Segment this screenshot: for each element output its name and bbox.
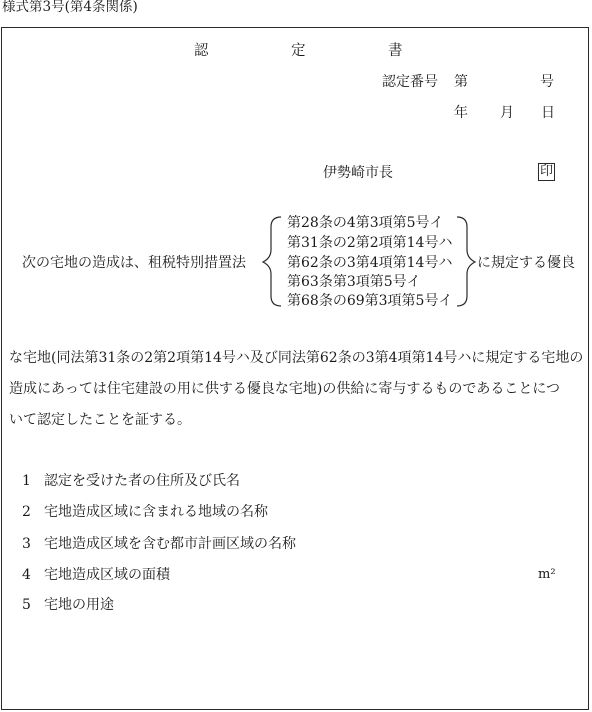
- date-year: 年: [454, 105, 468, 121]
- item-number-5: 5: [22, 597, 31, 613]
- body-line-2: 造成にあっては住宅建設の用に供する優良な宅地)の供給に寄与するものであることにつ: [9, 381, 561, 397]
- item-text-1: 認定を受けた者の住所及び氏名: [44, 473, 240, 489]
- item-text-5: 宅地の用途: [44, 597, 114, 613]
- item-number-3: 3: [22, 536, 31, 552]
- date-day: 日: [541, 105, 555, 121]
- body-line-1: な宅地(同法第31条の2第2項第14号ハ及び同法第62条の3第4項第14号ハに規定する宅地の: [9, 350, 584, 366]
- title-char-2: 定: [291, 43, 306, 59]
- clause-tail: に規定する優良: [477, 255, 575, 271]
- item-text-2: 宅地造成区域に含まれる地域の名称: [44, 504, 268, 520]
- article-ref-5: 第68条の69第3項第5号イ: [287, 293, 453, 309]
- article-ref-4: 第63条第3項第5号イ: [287, 274, 421, 290]
- area-unit: m²: [538, 567, 556, 582]
- item-number-2: 2: [22, 504, 31, 520]
- item-text-4: 宅地造成区域の面積: [44, 567, 170, 583]
- cert-number-prefix: 第: [454, 74, 468, 90]
- item-text-3: 宅地造成区域を含む都市計画区域の名称: [44, 536, 296, 552]
- title-char-1: 認: [194, 43, 209, 59]
- issuer-name: 伊勢崎市長: [323, 165, 393, 181]
- title-char-3: 書: [388, 43, 403, 59]
- body-line-3: いて認定したことを証する。: [9, 412, 191, 428]
- form-label: 様式第3号(第4条関係): [2, 0, 138, 15]
- item-number-4: 4: [22, 567, 31, 583]
- cert-number-label: 認定番号: [382, 74, 438, 90]
- date-month: 月: [500, 105, 514, 121]
- cert-number-suffix: 号: [540, 74, 554, 90]
- right-brace: [457, 217, 475, 306]
- seal-mark: 印: [539, 164, 553, 179]
- clause-lead: 次の宅地の造成は、租税特別措置法: [22, 255, 246, 271]
- article-ref-1: 第28条の4第3項第5号イ: [287, 215, 444, 231]
- article-ref-2: 第31条の2第2項第14号ハ: [287, 235, 453, 251]
- left-brace: [263, 217, 281, 306]
- article-ref-3: 第62条の3第4項第14号ハ: [287, 255, 453, 271]
- item-number-1: 1: [22, 473, 31, 489]
